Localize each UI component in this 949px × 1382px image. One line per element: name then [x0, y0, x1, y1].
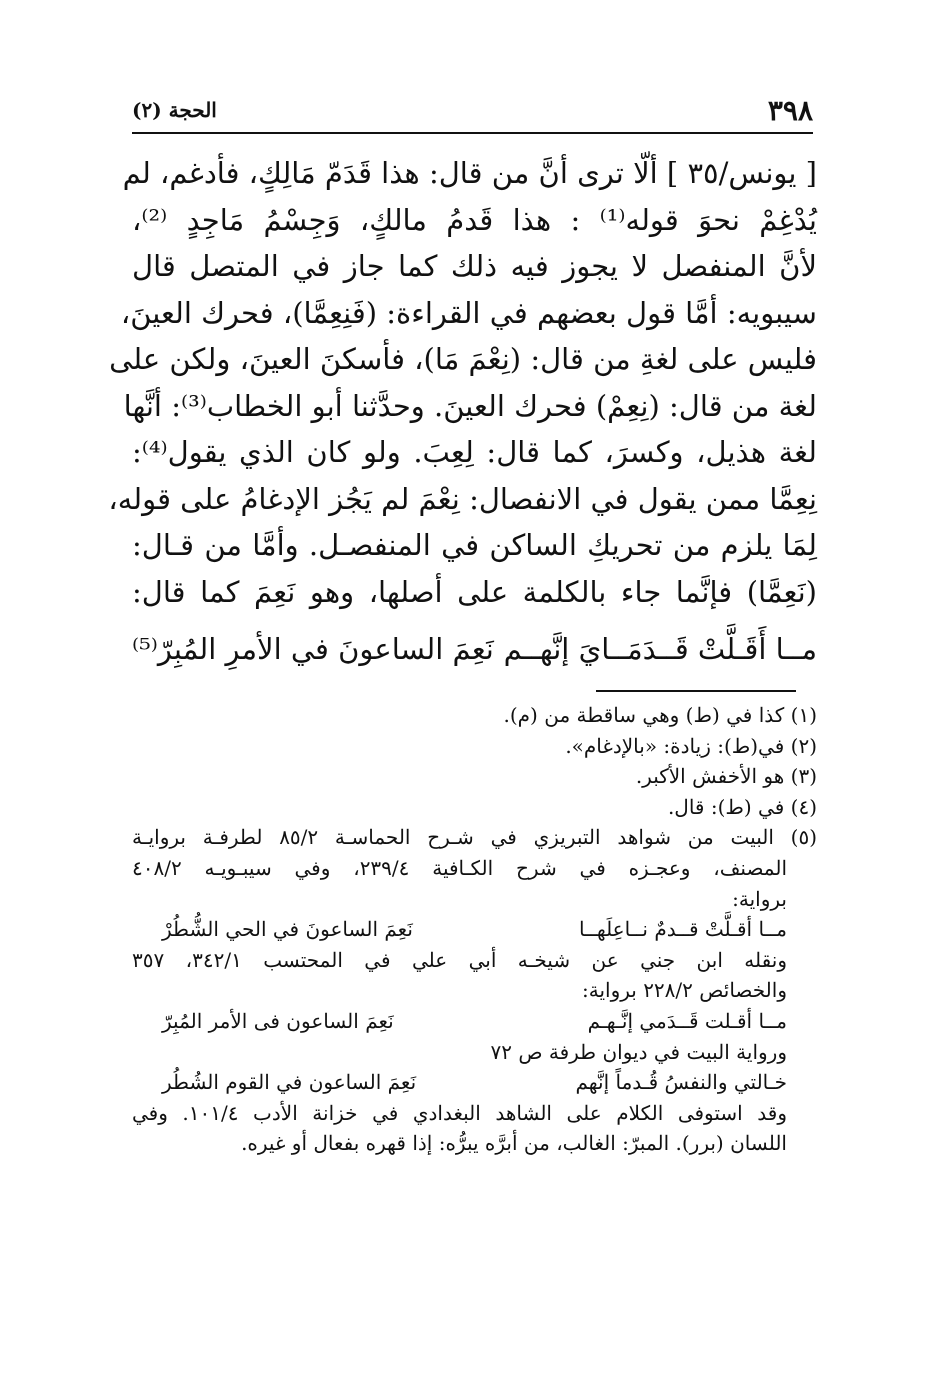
main-line: لأنَّ المنفصل لا يجوز فيه ذلك كما جاز في المتصل قال — [132, 249, 817, 283]
main-line: سيبويه: أمَّا قول بعضهم في القراءة: (فَنِعِمَّا)، فحرك العينَ، — [120, 295, 817, 330]
footnote-verse-second-hemistich: نَعِمَ الساعون فى الأمر المُبِرّ — [162, 1008, 394, 1033]
footnote-separator — [596, 690, 796, 692]
footnote-5-line: (٥) البيت من شواهد التبريزي في شـرح الحماسـة ٨٥/٢ لطرفـة بروايـة — [132, 825, 818, 850]
poetry-verse — [132, 626, 817, 672]
footnote-verse-first-hemistich: خـالتي والنفسُ قُـدماً إنَّهم — [575, 1070, 787, 1095]
page-number: ٣٩٨ — [767, 94, 813, 127]
running-title: الحجة (٢) — [132, 98, 217, 122]
footnote-verse — [132, 1067, 817, 1098]
footnote-5-line: وقد استوفى الكلام على الشاهد البغدادي في خزانة الأدب ١٠١/٤. وفي — [132, 1100, 787, 1125]
footnote-verse — [132, 1006, 817, 1037]
footnote-5-line: والخصائص ٢٢٨/٢ برواية: — [581, 978, 787, 1003]
footnote-3: (٣) هو الأخفش الأكبر. — [635, 764, 817, 789]
footnote-verse-second-hemistich: نَعِمَ الساعونَ في الحي الشُّطُرْ — [162, 917, 413, 942]
footnotes-block — [132, 700, 817, 1159]
verse-second-hemistich: نَعِمَ الساعونَ في الأمرِ المُبِرّ⁽⁵⁾ — [132, 632, 494, 666]
main-line: لغة هذيل، وكسرَ، كما قال: لِعِبَ. ولو كان الذي يقول⁽⁴⁾: — [132, 435, 817, 469]
footnote-5-line: برواية: — [732, 886, 787, 911]
main-line: يُدْغِمْ نحوَ قوله⁽¹⁾ : هذا قَدمُ مالكٍ، وَجِسْمُ مَاجِدٍ ⁽²⁾، — [132, 202, 817, 237]
footnote-5-line: ورواية البيت في ديوان طرفة ص ٧٢ — [490, 1039, 787, 1064]
main-text-block — [108, 150, 817, 615]
main-line: لغة من قال: (نِعِمْ) فحرك العينَ. وحدَّثنا أبو الخطاب⁽³⁾: أنَّها — [123, 388, 817, 423]
main-line: نِعِمَّا ممن يقول في الانفصال: نِعْمَ لم يَجُز الإدغامُ على قوله، — [108, 481, 817, 516]
footnote-verse-first-hemistich: مــا أقـلَّتْ قــدمٌ نــاعِلَهــا — [579, 917, 787, 942]
footnote-verse — [132, 914, 817, 945]
main-line: (نَعِمَّا) فإنَّما جاء بالكلمة على أصلها، وهو نَعِمَ كما قال: — [132, 574, 817, 609]
footnote-2: (٢) في(ط): زيادة: «بالإدغام». — [565, 733, 817, 758]
main-line: لِمَا يلزم من تحريكِ الساكن في المنفصـل. وأمَّا من قـال: — [132, 528, 817, 562]
main-line: فليس على لغةِ من قال: (نِعْمَ مَا)، فأسكنَ العينَ، ولكن على — [109, 342, 817, 376]
main-line: [ يونس/٣٥ ] ألّا ترى أنَّ من قال: هذا قَدَمّ مَالِكٍ، فأدغم، لم — [122, 156, 817, 190]
footnote-5-line: ونقله ابن جني عن شيخـه أبي علي في المحتسب ٣٤٢/١، ٣٥٧ — [132, 947, 787, 972]
footnote-4: (٤) في (ط): قال. — [667, 794, 817, 819]
footnote-5-line: اللسان (برر). المبرّ: الغالب، من أبرَّه يبرُّه: إذا قهره بفعال أو غيره. — [241, 1131, 787, 1156]
footnote-verse-first-hemistich: مــا أقـلت قَــدَمي إنَّـهـم — [587, 1008, 787, 1033]
footnote-5-line: المصنف، وعجـزه في شرح الكـافية ٢٣٩/٤، وفي سيبـويـه ٤٠٨/٢ — [132, 855, 788, 880]
page-header — [132, 92, 813, 134]
footnote-verse-second-hemistich: نَعِمَ الساعون في القوم الشُطُر — [162, 1070, 417, 1095]
verse-first-hemistich: مــا أَقَـلَّتْ قَــدَمَــايَ إنَّهــم — [503, 632, 817, 666]
footnote-1: (١) كذا في (ط) وهي ساقطة من (م). — [503, 703, 817, 727]
